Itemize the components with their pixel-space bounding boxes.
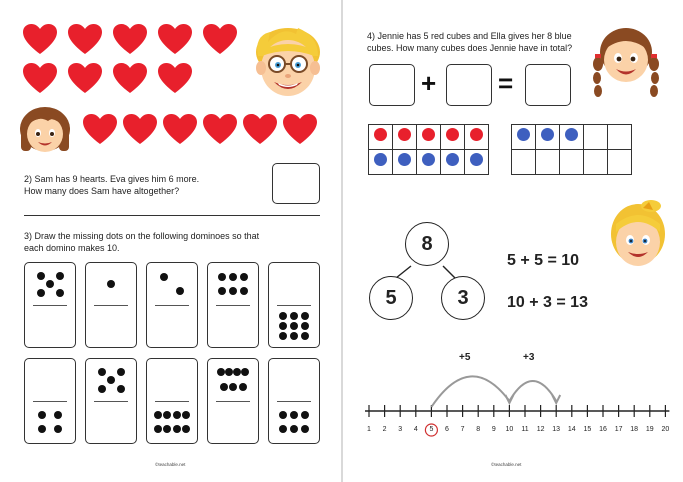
heart-icon	[157, 62, 193, 94]
jump-2-label: +3	[523, 352, 535, 363]
heart-icon	[112, 23, 148, 55]
boy-face-illustration	[252, 26, 324, 100]
domino-dot	[37, 289, 45, 297]
domino-dot	[229, 273, 237, 281]
number-line-label: 4	[413, 426, 418, 433]
heart-icon	[22, 62, 58, 94]
domino-dot	[107, 376, 115, 384]
number-line-label: 9	[491, 426, 496, 433]
heart-icon	[82, 113, 118, 145]
number-line-label: 17	[614, 426, 623, 433]
number-line-label: 8	[476, 426, 481, 433]
domino-divider	[155, 305, 189, 306]
domino[interactable]	[268, 262, 320, 348]
question-2-text	[24, 173, 264, 197]
domino-dot	[98, 368, 106, 376]
domino-divider	[94, 401, 128, 402]
domino-dot	[38, 411, 46, 419]
question-2-line-1: 2) Sam has 9 hearts. Eva gives him 6 more.	[24, 174, 200, 184]
domino-dot	[217, 368, 225, 376]
domino-dot	[229, 383, 237, 391]
domino-dot	[279, 312, 287, 320]
number-line-label: 2	[382, 426, 387, 433]
domino-dot	[176, 287, 184, 295]
heart-icon	[67, 62, 103, 94]
domino-dot	[301, 312, 309, 320]
question-3-text	[24, 230, 324, 254]
domino-dot	[290, 411, 298, 419]
jump-1-arc	[431, 376, 509, 407]
number-line-label: 12	[536, 426, 545, 433]
heart-icon	[162, 113, 198, 145]
domino-dot	[98, 385, 106, 393]
domino-dot	[173, 425, 181, 433]
number-line-label: 20	[661, 426, 670, 433]
domino[interactable]	[85, 358, 137, 444]
domino-dot	[301, 411, 309, 419]
number-line-label: 19	[645, 426, 654, 433]
domino-divider	[33, 401, 67, 402]
domino-dot	[107, 280, 115, 288]
domino-dot	[279, 332, 287, 340]
domino-dot	[163, 411, 171, 419]
domino[interactable]	[146, 262, 198, 348]
equation-2: 10 + 3 = 13	[507, 294, 588, 311]
number-line	[343, 0, 683, 482]
footer-text: ©teachable.net	[155, 462, 186, 467]
domino-dot	[233, 368, 241, 376]
number-line-label: 10	[505, 426, 514, 433]
domino-divider	[94, 305, 128, 306]
domino-dot	[279, 411, 287, 419]
number-line-label: 6	[445, 426, 449, 433]
bond-part-2-circle: 3	[441, 276, 485, 320]
domino-dot	[301, 322, 309, 330]
domino-divider	[277, 401, 311, 402]
domino-dot	[225, 368, 233, 376]
domino-dot	[301, 425, 309, 433]
domino-dot	[182, 425, 190, 433]
equation-1: 5 + 5 = 10	[507, 252, 580, 269]
equals-sign: =	[498, 68, 514, 98]
domino[interactable]	[24, 262, 76, 348]
section-divider	[24, 215, 320, 216]
domino-dot	[56, 289, 64, 297]
heart-icon	[112, 62, 148, 94]
domino-dot	[163, 425, 171, 433]
number-line-label: 14	[567, 426, 576, 433]
domino-dot	[229, 287, 237, 295]
domino-dot	[154, 411, 162, 419]
number-line-label: 15	[583, 426, 592, 433]
heart-icon	[22, 23, 58, 55]
bond-whole-circle: 8	[405, 222, 449, 266]
domino[interactable]	[268, 358, 320, 444]
domino-dot	[290, 425, 298, 433]
heart-icon	[202, 23, 238, 55]
domino-dot	[46, 280, 54, 288]
bond-part-1-circle: 5	[369, 276, 413, 320]
domino-divider	[216, 401, 250, 402]
domino-divider	[216, 305, 250, 306]
domino[interactable]	[85, 262, 137, 348]
heart-icon	[157, 23, 193, 55]
domino-dot	[241, 368, 249, 376]
domino-divider	[277, 305, 311, 306]
footer-text: ©teachable.net	[491, 462, 522, 467]
domino[interactable]	[207, 262, 259, 348]
domino-dot	[220, 383, 228, 391]
girl-face-illustration	[18, 107, 72, 153]
plus-sign: +	[421, 68, 437, 98]
domino-dot	[240, 287, 248, 295]
domino-dot	[182, 411, 190, 419]
jump-2-arrowhead	[552, 395, 560, 403]
domino-dot	[218, 287, 226, 295]
jump-1-label: +5	[459, 352, 471, 363]
domino-dot	[173, 411, 181, 419]
q2-answer-box[interactable]	[272, 163, 320, 204]
domino-dot	[54, 411, 62, 419]
number-line-label: 7	[460, 426, 465, 433]
domino-dot	[301, 332, 309, 340]
domino[interactable]	[146, 358, 198, 444]
domino-dot	[38, 425, 46, 433]
domino-dot	[240, 273, 248, 281]
number-line-label: 11	[521, 426, 529, 433]
question-4-line-1: 4) Jennie has 5 red cubes and Ella gives her 8 blue	[367, 31, 572, 41]
number-line-label: 16	[599, 426, 607, 433]
jump-2-arc	[509, 381, 556, 401]
domino-dot	[117, 368, 125, 376]
domino-dot	[56, 272, 64, 280]
right-worksheet-page	[343, 0, 683, 482]
domino-dot	[37, 272, 45, 280]
number-line-label: 3	[398, 426, 403, 433]
domino-dot	[290, 312, 298, 320]
domino-dot	[117, 385, 125, 393]
domino-dot	[290, 322, 298, 330]
question-3-line-2: each domino makes 10.	[24, 243, 120, 253]
heart-icon	[67, 23, 103, 55]
domino[interactable]	[207, 358, 259, 444]
question-3-line-1: 3) Draw the missing dots on the following dominoes so that	[24, 231, 260, 241]
question-2-line-2: How many does Sam have altogether?	[24, 186, 180, 196]
domino-dot	[290, 332, 298, 340]
heart-icon	[282, 113, 318, 145]
heart-icon	[242, 113, 278, 145]
domino-dot	[54, 425, 62, 433]
number-line-label: 13	[552, 426, 561, 433]
domino-dot	[218, 273, 226, 281]
number-line-label: 5	[429, 426, 434, 433]
heart-icon	[122, 113, 158, 145]
domino[interactable]	[24, 358, 76, 444]
domino-dot	[239, 383, 247, 391]
domino-dot	[160, 273, 168, 281]
domino-divider	[155, 401, 189, 402]
question-4-line-2: cubes. How many cubes does Jennie have in total?	[367, 43, 573, 53]
number-line-label: 18	[630, 426, 639, 433]
domino-dot	[154, 425, 162, 433]
domino-dot	[279, 425, 287, 433]
heart-icon	[202, 113, 238, 145]
domino-dot	[279, 322, 287, 330]
number-line-label: 1	[367, 426, 371, 433]
domino-divider	[33, 305, 67, 306]
